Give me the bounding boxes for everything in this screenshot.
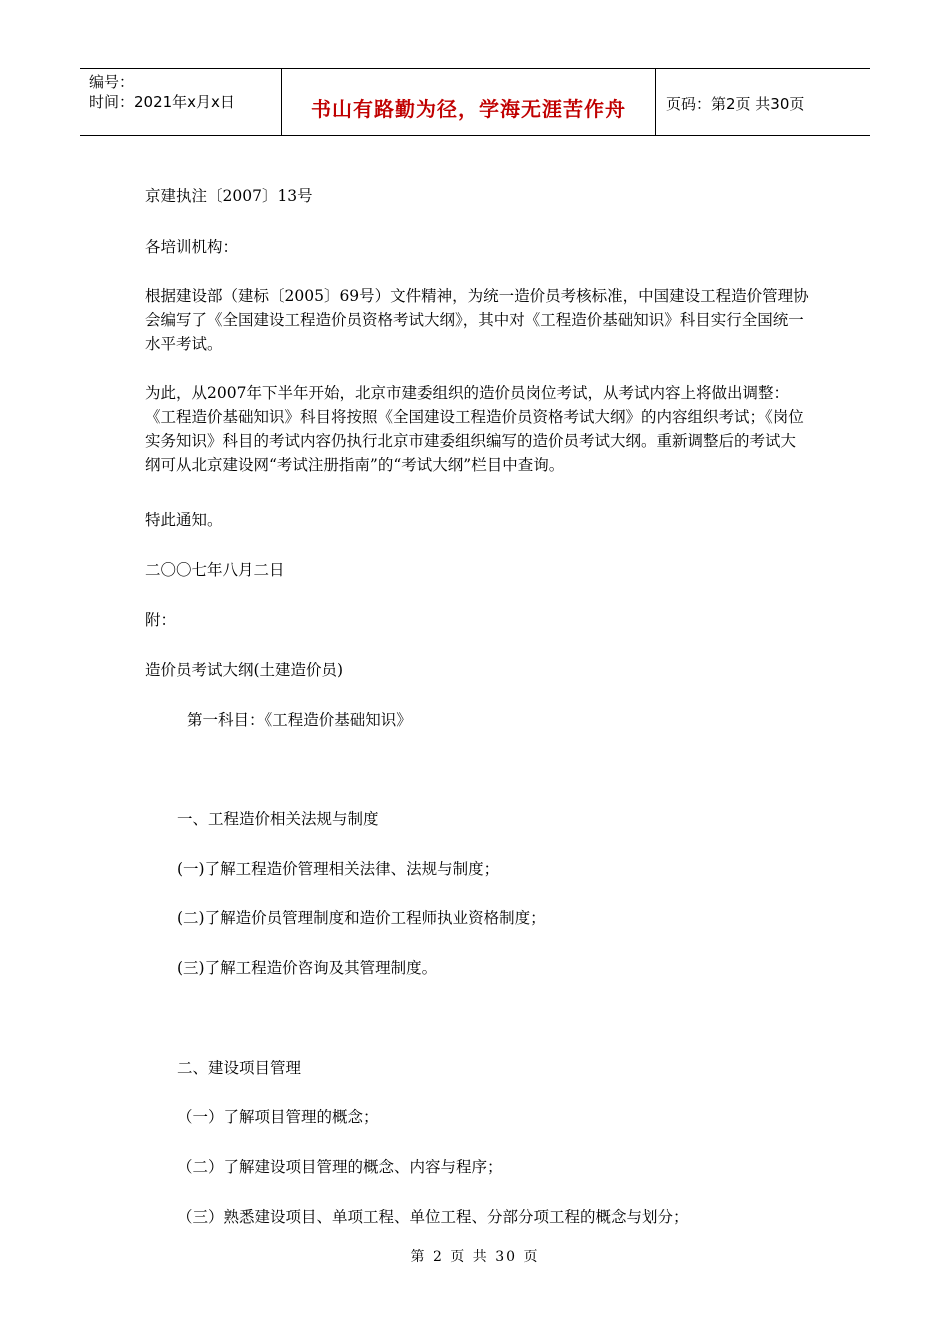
addressee: 各培训机构： xyxy=(145,238,239,256)
section-2-title: 二、建设项目管理 xyxy=(177,1059,302,1077)
outline-title: 造价员考试大纲(土建造价员) xyxy=(145,661,344,679)
section-2-item-2: （二）了解建设项目管理的概念、内容与程序； xyxy=(177,1158,503,1176)
page-label: 页码：第2页 共30页 xyxy=(666,95,805,113)
header-left-cell xyxy=(80,69,282,135)
section-1-item-3: (三)了解工程造价咨询及其管理制度。 xyxy=(177,959,438,977)
notice-text: 特此通知。 xyxy=(145,511,223,529)
section-2-item-3: （三）熟悉建设项目、单项工程、单位工程、分部分项工程的概念与划分； xyxy=(177,1208,689,1226)
time-label: 时间：2021年x月x日 xyxy=(89,93,235,111)
date-text: 二〇〇七年八月二日 xyxy=(145,561,285,579)
attachment-label: 附： xyxy=(145,611,177,629)
section-1-item-1: (一)了解工程造价管理相关法律、法规与制度； xyxy=(177,860,500,878)
paragraph-1: 根据建设部（建标〔2005〕69号）文件精神，为统一造价员考核标准，中国建设工程造价管理协会编写了《全国建设工程造价员资格考试大纲》，其中对《工程造价基础知识》科目实行全国统一水平考试。 xyxy=(145,287,809,353)
doc-number: 京建执注〔2007〕13号 xyxy=(145,187,313,205)
header-page-cell xyxy=(656,69,870,135)
page-header xyxy=(80,68,870,136)
id-label: 编号： xyxy=(89,73,135,91)
section-1-item-2: (二)了解造价员管理制度和造价工程师执业资格制度； xyxy=(177,909,546,927)
header-motto-cell xyxy=(282,69,656,135)
section-1-title: 一、工程造价相关法规与制度 xyxy=(177,810,379,828)
paragraph-2: 为此，从2007年下半年开始，北京市建委组织的造价员岗位考试，从考试内容上将做出调整：《工程造价基础知识》科目将按照《全国建设工程造价员资格考试大纲》的内容组织考试；《岗位实务知识》科目的考试内容仍执行北京市建委组织编写的造价员考试大纲。重新调整后的考试大纲可从北京建设网“考试注册指南”的“考试大纲”栏目中查询。 xyxy=(145,384,804,474)
section-2-item-1: （一）了解项目管理的概念； xyxy=(177,1108,379,1126)
motto-text: 书山有路勤为径，学海无涯苦作舟 xyxy=(311,97,626,121)
subject-heading: 第一科目：《工程造价基础知识》 xyxy=(187,711,412,729)
page-footer: 第 2 页 共 30 页 xyxy=(410,1249,540,1265)
